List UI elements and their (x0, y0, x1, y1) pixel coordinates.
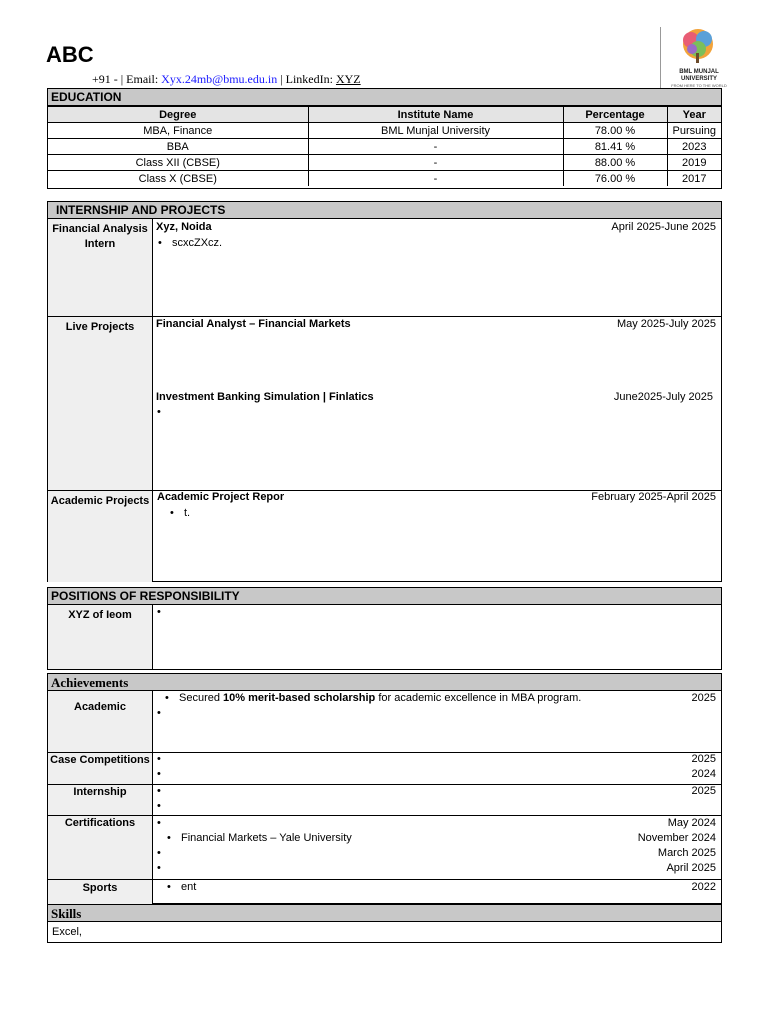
por-row (48, 605, 721, 669)
tree-logo-icon (661, 27, 733, 69)
logo-tagline: FROM HERE TO THE WORLD (671, 83, 727, 88)
achievement-year: 2022 (691, 881, 716, 893)
table-cell: - (308, 171, 563, 187)
table-cell: - (308, 139, 563, 155)
candidate-name: ABC (46, 42, 94, 67)
row-label: Financial Analysis Intern (48, 219, 153, 316)
table-cell: 76.00 % (563, 171, 667, 187)
education-header-row (48, 107, 721, 123)
case-competitions-row (48, 753, 721, 785)
table-cell: MBA, Finance (48, 123, 308, 139)
table-row (48, 123, 721, 139)
bullet-marker: • (157, 768, 161, 780)
academic-projects-row (48, 491, 721, 582)
table-cell: 81.41 % (563, 139, 667, 155)
list-item: • scxcZXcz. (172, 237, 222, 249)
skills-section (47, 904, 722, 943)
contact-line (92, 72, 361, 87)
project-date: February 2025-April 2025 (591, 491, 716, 503)
bullet-marker: • (157, 785, 161, 797)
cert-date: May 2024 (667, 817, 716, 829)
achievements-heading: Achievements (48, 674, 721, 691)
achievement-year: 2024 (691, 768, 716, 780)
row-label: Live Projects (48, 317, 153, 490)
row-label: XYZ of Ieom (48, 605, 153, 669)
achievements-section (47, 673, 722, 904)
row-label: Sports (48, 880, 153, 904)
logo-text: BML MUNJAL UNIVERSITY (679, 69, 719, 82)
bullet-marker: • (157, 862, 161, 874)
skills-text: Excel, (52, 926, 82, 938)
internship-row (48, 219, 721, 317)
email-link[interactable]: Xyx.24mb@bmu.edu.in (161, 72, 278, 86)
table-row (48, 139, 721, 155)
linkedin-link[interactable]: XYZ (335, 72, 361, 86)
achievement-year: 2025 (691, 785, 716, 797)
row-label: Academic Projects (48, 491, 153, 582)
phone-text: +91 - | Email: (92, 72, 162, 86)
bullet-marker: • (157, 800, 161, 812)
row-label: Academic (48, 691, 153, 752)
table-cell: 78.00 % (563, 123, 667, 139)
sports-row (48, 880, 721, 904)
contact-separator: | LinkedIn: (277, 72, 336, 86)
bullet-marker: • (157, 817, 161, 829)
table-cell: 2023 (667, 139, 721, 155)
column-header: Year (667, 107, 721, 123)
list-item: • Secured 10% merit-based scholarship for academic excellence in MBA program. (179, 692, 581, 704)
row-label: Certifications (48, 816, 153, 879)
table-row (48, 171, 721, 187)
bullet-marker: • (157, 606, 161, 618)
table-cell: Pursuing (667, 123, 721, 139)
academic-achievement-row (48, 691, 721, 753)
project-title: Investment Banking Simulation | Finlatics (156, 391, 374, 403)
row-label: Internship (48, 785, 153, 815)
achievement-year: 2025 (691, 692, 716, 704)
internship-achievement-row (48, 785, 721, 816)
table-cell: - (308, 155, 563, 171)
table-cell: BML Munjal University (308, 123, 563, 139)
table-cell: Class XII (CBSE) (48, 155, 308, 171)
list-item: • Financial Markets – Yale University (181, 832, 352, 844)
education-table (48, 106, 721, 186)
table-cell: BBA (48, 139, 308, 155)
cert-date: March 2025 (657, 847, 716, 859)
university-logo (660, 27, 733, 89)
table-row (48, 155, 721, 171)
por-section (47, 587, 722, 670)
internship-date: April 2025-June 2025 (611, 221, 716, 233)
project-date: June2025-July 2025 (613, 391, 713, 403)
internship-section (47, 201, 722, 582)
table-cell: Class X (CBSE) (48, 171, 308, 187)
column-header: Degree (48, 107, 308, 123)
bullet-marker: • (157, 406, 161, 418)
certifications-row (48, 816, 721, 880)
bullet-marker: • (157, 847, 161, 859)
list-item: • ent (181, 881, 196, 893)
internship-org: Xyz, Noida (156, 221, 212, 233)
column-header: Percentage (563, 107, 667, 123)
table-cell: 88.00 % (563, 155, 667, 171)
education-section (47, 88, 722, 189)
skills-heading: Skills (48, 905, 721, 922)
internship-heading: INTERNSHIP AND PROJECTS (48, 202, 721, 219)
education-heading: EDUCATION (48, 89, 721, 106)
column-header: Institute Name (308, 107, 563, 123)
row-label: Case Competitions (48, 753, 153, 784)
achievement-year: 2025 (691, 753, 716, 765)
project-title: Financial Analyst – Financial Markets (156, 318, 351, 330)
cert-date: April 2025 (666, 862, 716, 874)
cert-date: November 2024 (637, 832, 716, 844)
table-cell: 2017 (667, 171, 721, 187)
bullet-marker: • (157, 753, 161, 765)
por-heading: POSITIONS OF RESPONSIBILITY (48, 588, 721, 605)
bullet-marker: • (157, 707, 161, 719)
project-title: Academic Project Repor (157, 491, 285, 503)
live-projects-row (48, 317, 721, 491)
project-date: May 2025-July 2025 (616, 318, 716, 330)
table-cell: 2019 (667, 155, 721, 171)
list-item: • t. (184, 507, 190, 519)
